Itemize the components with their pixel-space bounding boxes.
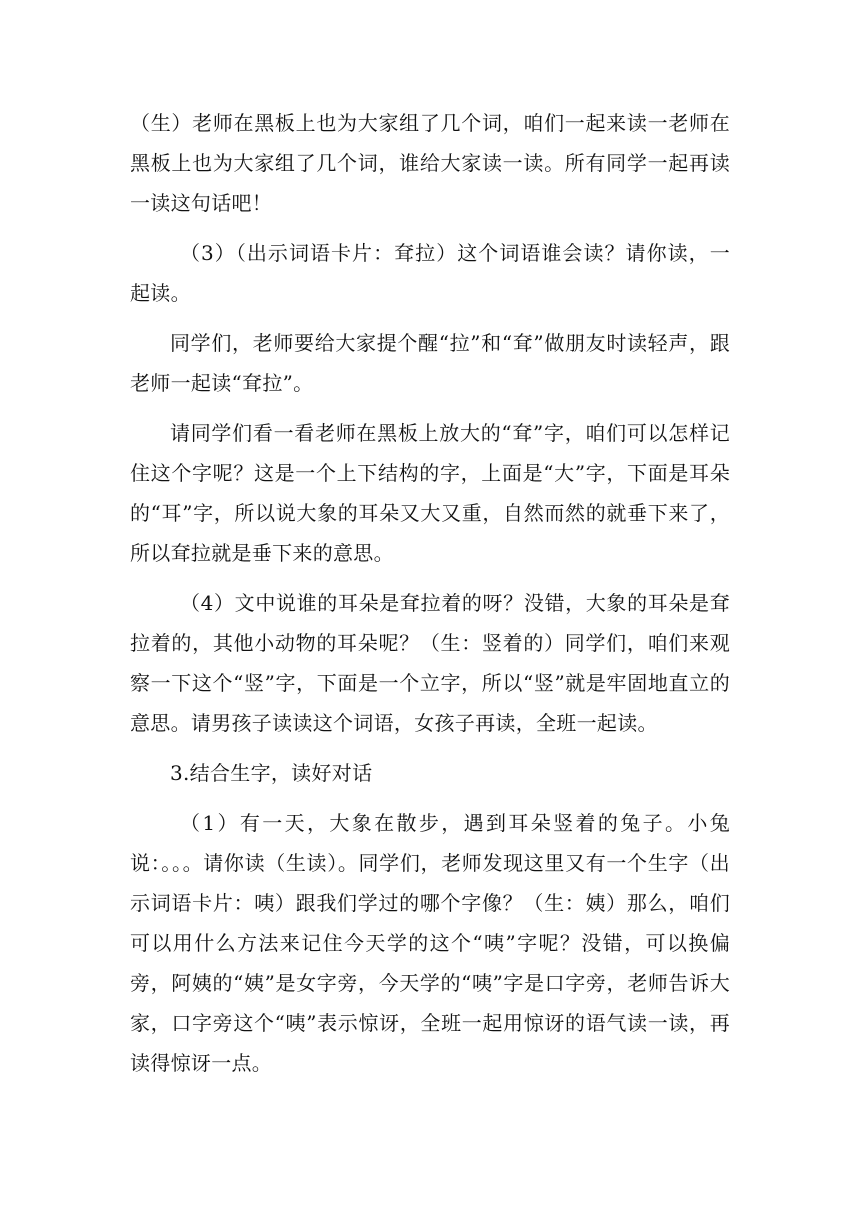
paragraph-1: （生）老师在黑板上也为大家组了几个词，咱们一起来读一老师在黑板上也为大家组了几个词，谁给大家读一读。所有同学一起再读一读这句话吧！ [130, 111, 730, 215]
paragraph-4: 请同学们看一看老师在黑板上放大的“耷”字，咱们可以怎样记住这个字呢？这是一个上下结构的字，上面是“大”字，下面是耳朵的“耳”字，所以说大象的耳朵又大又重，自然而然的就垂下来了，所以耷拉就是垂下来的意思。 [130, 421, 730, 565]
paragraph-6: （1）有一天，大象在散步，遇到耳朵竖着的兔子。小兔说：。。。请你读（生读）。同学们，老师发现这里又有一个生字（出示词语卡片：咦）跟我们学过的哪个字像？（生：姨）那么，咱们可以用什么方法来记住今天学的这个“咦”字呢？没错，可以换偏旁，阿姨的“姨”是女字旁，今天学的“咦”字是口字旁，老师告诉大家，口字旁这个“咦”表示惊讶，全班一起用惊讶的语气读一读，再读得惊讶一点。 [130, 811, 730, 1075]
section-heading: 3.结合生字，读好对话 [170, 761, 373, 785]
paragraph-2: （3）（出示词语卡片：耷拉）这个词语谁会读？请你读，一起读。 [130, 241, 730, 305]
paragraph-3: 同学们，老师要给大家提个醒“拉”和“耷”做朋友时读轻声，跟老师一起读“耷拉”。 [130, 331, 730, 395]
document-page [130, 103, 730, 1093]
paragraph-5: （4）文中说谁的耳朵是耷拉着的呀？没错，大象的耳朵是耷拉着的，其他小动物的耳朵呢？（生：竖着的）同学们，咱们来观察一下这个“竖”字，下面是一个立字，所以“竖”就是牢固地直立的意思。请男孩子读读这个词语，女孩子再读，全班一起读。 [130, 591, 730, 735]
